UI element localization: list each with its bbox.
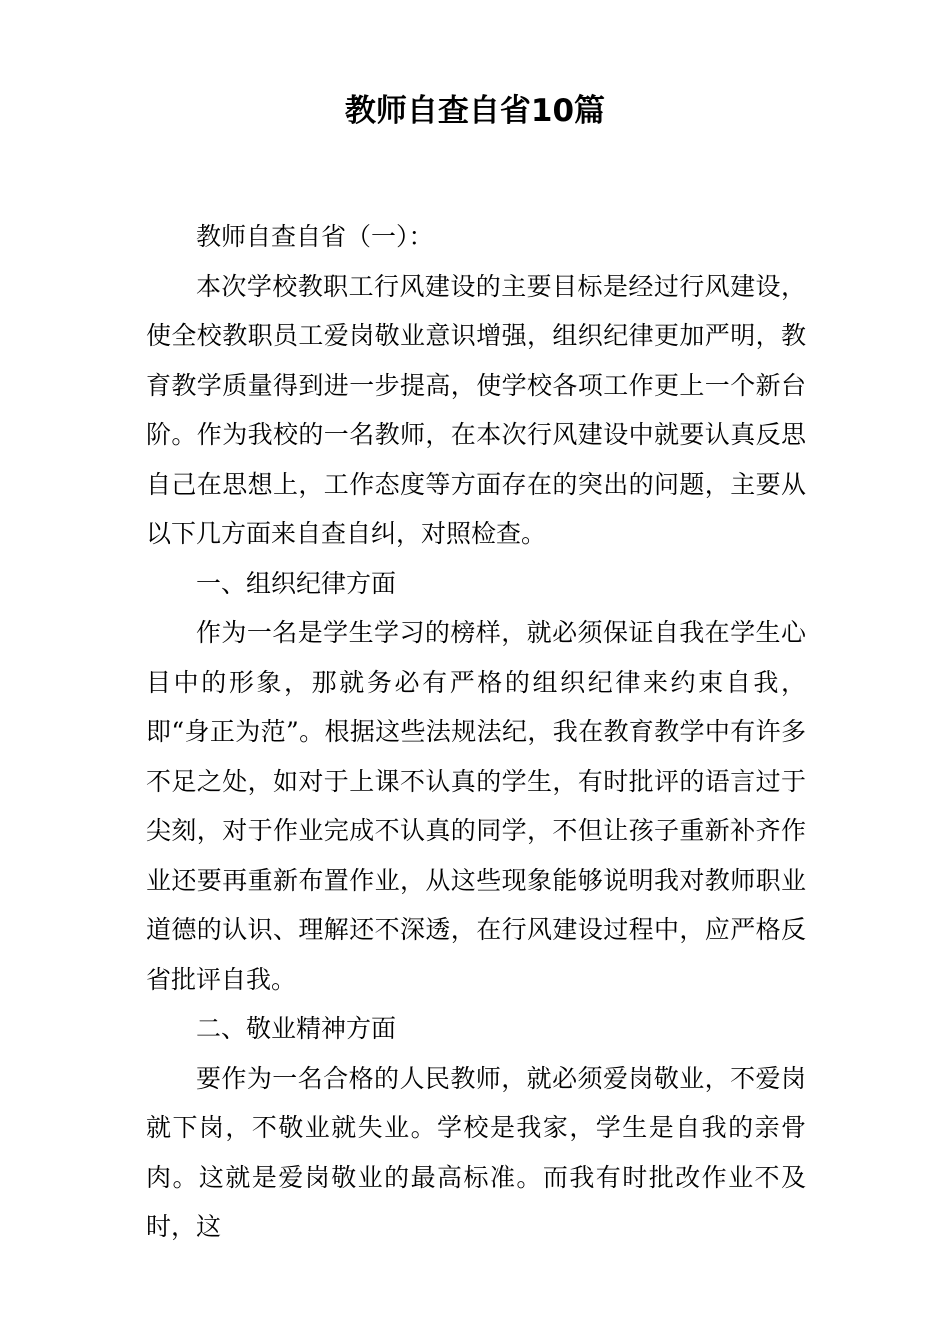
- paragraph-dedication: 要作为一名合格的人民教师，就必须爱岗敬业，不爱岗就下岗，不敬业就失业。学校是我家，学生是自我的亲骨肉。这就是爱岗敬业的最高标准。而我有时批改作业不及时，这: [146, 1063, 806, 1241]
- paragraph-discipline: 作为一名是学生学习的榜样，就必须保证自我在学生心目中的形象，那就务必有严格的组织纪律来约束自我，即“身正为范”。根据这些法规法纪，我在教育教学中有许多不足之处，如对于上课不认真的学生，有时批评的语言过于尖刻，对于作业完成不认真的同学，不但让孩子重新补齐作业还要再重新布置作业，从这些现象能够说明我对教师职业道德的认识、理解还不深透，在行风建设过程中，应严格反省批评自我。: [146, 618, 806, 994]
- document-body: [146, 212, 806, 1252]
- heading-discipline: 一、组织纪律方面: [196, 568, 397, 598]
- document-title: 教师自查自省10篇: [344, 93, 606, 129]
- section-heading-1: 教师自查自省（一）：: [196, 222, 434, 251]
- heading-dedication: 二、敬业精神方面: [196, 1014, 397, 1043]
- paragraph-intro: 本次学校教职工行风建设的主要目标是经过行风建设，使全校教职员工爱岗敬业意识增强，组织纪律更加严明，教育教学质量得到进一步提高，使学校各项工作更上一个新台阶。作为我校的一名教师，在本次行风建设中就要认真反思自己在思想上，工作态度等方面存在的突出的问题，主要从以下几方面来自查自纠，对照检查。: [146, 271, 806, 548]
